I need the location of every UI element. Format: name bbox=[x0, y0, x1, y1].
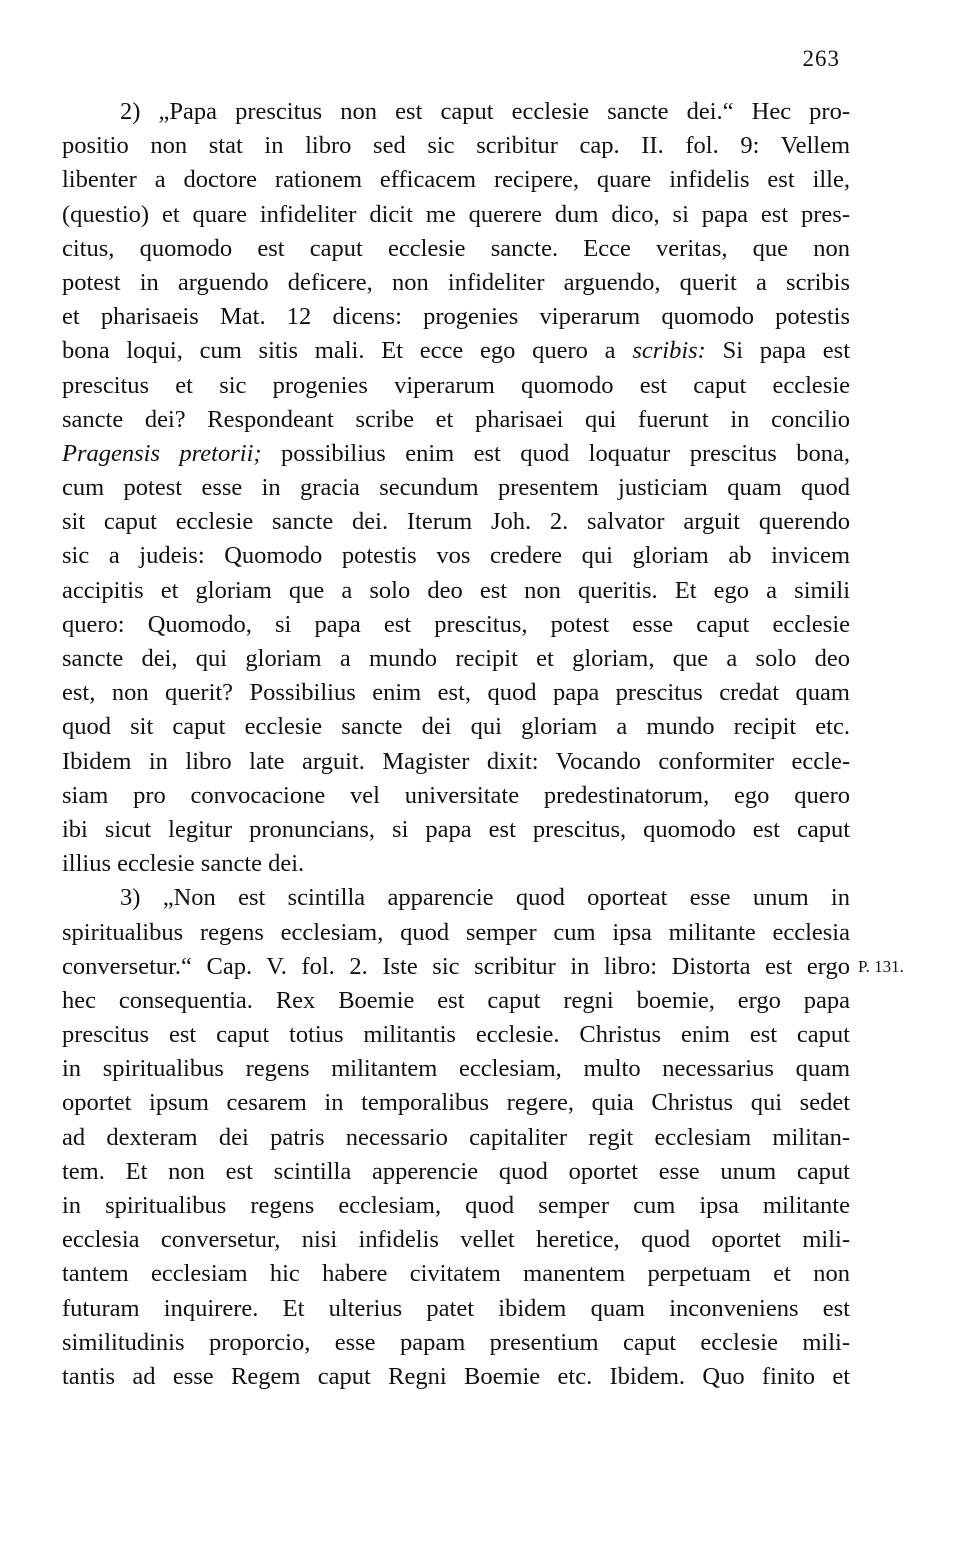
line-text: accipitis et gloriam que a solo deo est non queritis. Et ego a simili bbox=[62, 576, 850, 604]
text-line bbox=[62, 984, 850, 1018]
line-text: tantis ad esse Regem caput Regni Boemie etc. Ibidem. Quo finito et bbox=[62, 1362, 850, 1390]
line-text: ibi sicut legitur pronuncians, si papa est prescitus, quomodo est caput bbox=[62, 815, 850, 843]
line-text: sancte dei, qui gloriam a mundo recipit et gloriam, que a solo deo bbox=[62, 645, 850, 672]
text-line bbox=[62, 334, 850, 368]
line-text: prescitus est caput totius militantis ecclesie. Christus enim est caput bbox=[62, 1021, 850, 1049]
text-line bbox=[62, 198, 850, 232]
line-text: est, non querit? Possibilius enim est, quod papa prescitus credat quam bbox=[62, 679, 850, 707]
line-text: cum potest esse in gracia secundum presentem justiciam quam quod bbox=[62, 474, 850, 502]
line-text: tem. Et non est scintilla apperencie quod oportet esse unum caput bbox=[62, 1157, 850, 1185]
text-line bbox=[62, 232, 850, 266]
text-line bbox=[62, 266, 850, 300]
text-line bbox=[62, 163, 850, 197]
text-line bbox=[62, 1121, 850, 1155]
line-text: libenter a doctore rationem efficacem recipere, quare infidelis est ille, bbox=[62, 166, 850, 194]
text-line bbox=[62, 847, 850, 881]
text-line bbox=[62, 950, 850, 984]
text-line bbox=[62, 539, 850, 573]
line-text: hec consequentia. Rex Boemie est caput regni boemie, ergo papa bbox=[62, 986, 850, 1014]
text-line bbox=[62, 745, 850, 779]
line-text-continued: possibilius enim est quod loquatur prescitus bona, bbox=[280, 439, 850, 467]
italic-text: Pragensis pretorii; bbox=[62, 439, 262, 467]
line-text: oportet ipsum cesarem in temporalibus regere, quia Christus qui sedet bbox=[62, 1089, 850, 1117]
line-text: 3) „Non est scintilla apparencie quod oporteat esse unum in bbox=[120, 884, 850, 912]
line-text: potest in arguendo deficere, non infideliter arguendo, querit a scribis bbox=[62, 268, 850, 296]
line-text: illius ecclesie sancte dei. bbox=[62, 850, 305, 878]
text-line bbox=[62, 710, 850, 744]
text-line bbox=[62, 95, 850, 129]
text-line bbox=[62, 881, 850, 915]
line-text: sic a judeis: Quomodo potestis vos credere qui gloriam ab invicem bbox=[62, 542, 850, 570]
text-line bbox=[62, 403, 850, 437]
text-line bbox=[62, 916, 850, 950]
line-text: 2) „Papa prescitus non est caput ecclesie sancte dei.“ Hec pro- bbox=[120, 98, 850, 125]
line-text: in spiritualibus regens militantem ecclesiam, multo necessarius quam bbox=[62, 1055, 850, 1083]
line-text: spiritualibus regens ecclesiam, quod semper cum ipsa militante ecclesia bbox=[62, 918, 850, 946]
text-line bbox=[62, 1326, 850, 1360]
line-text: quod sit caput ecclesie sancte dei qui gloriam a mundo recipit etc. bbox=[62, 713, 850, 741]
text-line bbox=[62, 608, 850, 642]
line-text: similitudinis proporcio, esse papam presentium caput ecclesie mili- bbox=[62, 1328, 850, 1356]
text-line bbox=[62, 574, 850, 608]
text-line bbox=[62, 1223, 850, 1257]
line-text: ecclesia conversetur, nisi infidelis vellet heretice, quod oportet mili- bbox=[62, 1226, 850, 1254]
text-line bbox=[62, 369, 850, 403]
text-line bbox=[62, 437, 850, 471]
text-line bbox=[62, 300, 850, 334]
text-line bbox=[62, 779, 850, 813]
text-line bbox=[62, 471, 850, 505]
page-number: 263 bbox=[802, 46, 840, 71]
line-text: (questio) et quare infideliter dicit me querere dum dico, si papa est pres- bbox=[62, 200, 850, 228]
italic-text: scribis: bbox=[632, 337, 706, 365]
line-text-continued: Si papa est bbox=[722, 337, 850, 365]
line-text: citus, quomodo est caput ecclesie sancte. Ecce veritas, que non bbox=[62, 234, 850, 262]
line-text: in spiritualibus regens ecclesiam, quod semper cum ipsa militante bbox=[62, 1192, 850, 1219]
line-text: bona loqui, cum sitis mali. Et ecce ego quero a bbox=[62, 337, 616, 365]
text-line bbox=[62, 1052, 850, 1086]
line-text: siam pro convocacione vel universitate predestinatorum, ego quero bbox=[62, 781, 850, 809]
line-text: et pharisaeis Mat. 12 dicens: progenies viperarum quomodo potestis bbox=[62, 303, 850, 331]
line-text: positio non stat in libro sed sic scribitur cap. II. fol. 9: Vellem bbox=[62, 132, 850, 160]
line-text: prescitus et sic progenies viperarum quomodo est caput ecclesie bbox=[62, 371, 850, 399]
text-line bbox=[62, 676, 850, 710]
text-line bbox=[62, 1086, 850, 1120]
line-text: quero: Quomodo, si papa est prescitus, potest esse caput ecclesie bbox=[62, 610, 850, 638]
text-line bbox=[62, 1155, 850, 1189]
margin-note: P. 131. bbox=[858, 957, 904, 976]
text-line bbox=[62, 1257, 850, 1291]
body-text bbox=[62, 95, 850, 1394]
text-line bbox=[62, 505, 850, 539]
line-text: sancte dei? Respondeant scribe et pharisaei qui fuerunt in concilio bbox=[62, 405, 850, 433]
text-line bbox=[62, 129, 850, 163]
text-line bbox=[62, 1189, 850, 1223]
text-line bbox=[62, 642, 850, 676]
line-text: sit caput ecclesie sancte dei. Iterum Joh. 2. salvator arguit querendo bbox=[62, 508, 850, 536]
text-line bbox=[62, 1018, 850, 1052]
line-text: ad dexteram dei patris necessario capitaliter regit ecclesiam militan- bbox=[62, 1123, 850, 1151]
text-line bbox=[62, 1360, 850, 1394]
line-text: futuram inquirere. Et ulterius patet ibidem quam inconveniens est bbox=[62, 1294, 850, 1322]
line-text: Ibidem in libro late arguit. Magister dixit: Vocando conformiter eccle- bbox=[62, 747, 850, 775]
text-line bbox=[62, 1292, 850, 1326]
text-line bbox=[62, 813, 850, 847]
line-text: tantem ecclesiam hic habere civitatem manentem perpetuam et non bbox=[62, 1260, 850, 1288]
line-text: conversetur.“ Cap. V. fol. 2. Iste sic scribitur in libro: Distorta est ergo bbox=[62, 952, 850, 980]
